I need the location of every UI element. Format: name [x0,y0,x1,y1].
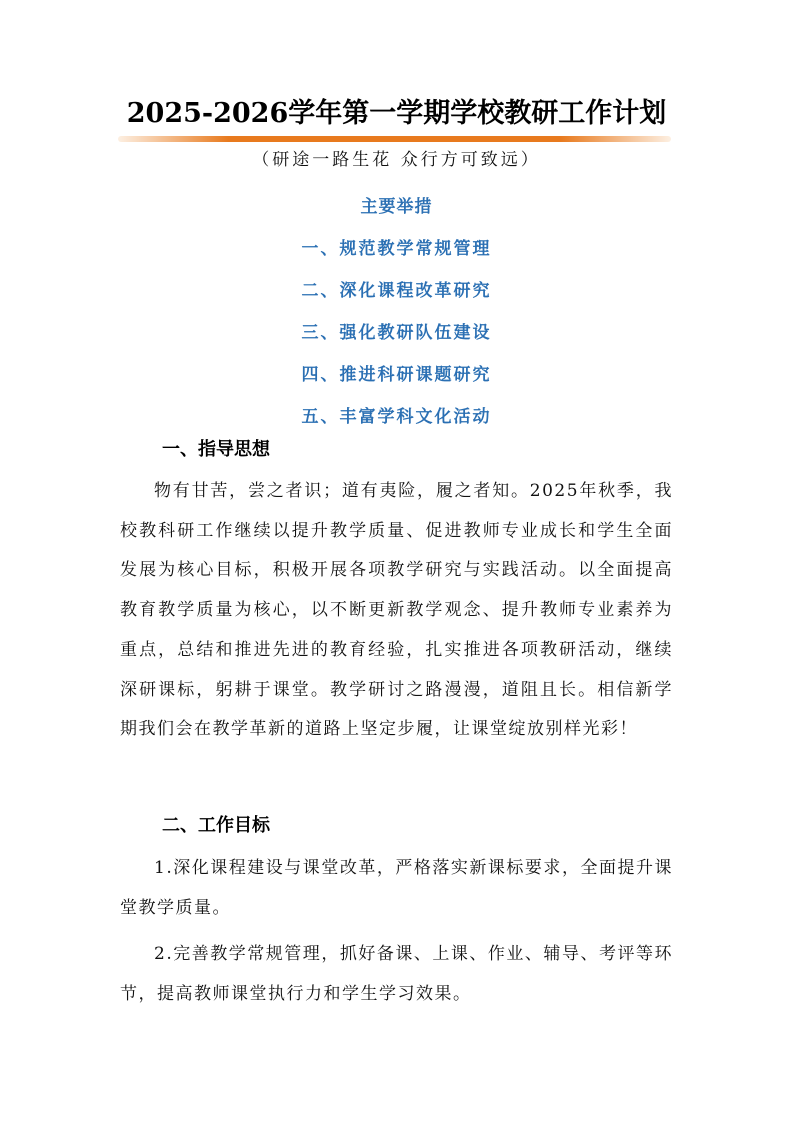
measure-item: 二、深化课程改革研究 [301,281,492,301]
measure-item: 一、规范教学常规管理 [301,239,492,259]
document-subtitle: （研途一路生花 众行方可致远） [252,150,541,170]
key-measures-list [0,196,793,448]
document-title: 2025-2026学年第一学期学校教研工作计划 [126,98,667,129]
measure-item: 五、丰富学科文化活动 [301,407,492,427]
measure-item: 四、推进科研课题研究 [301,365,492,385]
key-measures-heading: 主要举措 [360,197,433,217]
measure-item: 三、强化教研队伍建设 [301,323,492,343]
section-heading-guiding-ideology: 一、指导思想 [162,439,270,460]
section-heading-work-goals: 二、工作目标 [162,815,270,836]
paragraph-goal-2: 2.完善教学常规管理，抓好备课、上课、作业、辅导、考评等环节，提高教师课堂执行力和学生学习效果。 [120,944,673,1004]
paragraph-goal-1: 1.深化课程建设与课堂改革，严格落实新课标要求，全面提升课堂教学质量。 [120,858,673,918]
title-underline [118,136,671,142]
paragraph-guiding-ideology: 物有甘苦，尝之者识；道有夷险，履之者知。2025年秋季，我校教科研工作继续以提升教学质量、促进教师专业成长和学生全面发展为核心目标，积极开展各项教学研究与实践活动。以全面提高教育教学质量为核心，以不断更新教学观念、提升教师专业素养为重点，总结和推进先进的教育经验，扎实推进各项教研活动，继续深研课标，躬耕于课堂。教学研讨之路漫漫，道阻且长。相信新学期我们会在教学革新的道路上坚定步履，让课堂绽放别样光彩！ [120,481,673,740]
